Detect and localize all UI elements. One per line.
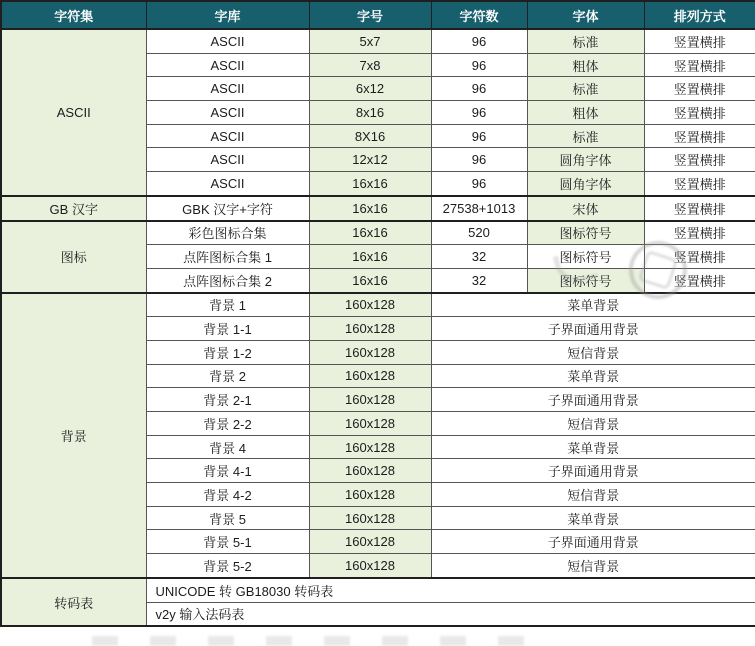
table-cell: 子界面通用背景	[431, 530, 755, 554]
column-header: 字符数	[431, 1, 527, 29]
table-cell: 160x128	[309, 554, 431, 578]
table-cell: 96	[431, 29, 527, 53]
table-cell: 背景 4-2	[146, 483, 309, 507]
table-cell: UNICODE 转 GB18030 转码表	[146, 578, 755, 602]
column-header: 字符集	[1, 1, 146, 29]
table-cell: 菜单背景	[431, 435, 755, 459]
table-cell: 160x128	[309, 530, 431, 554]
section-label-cell: 背景	[1, 293, 146, 578]
table-cell: 彩色图标合集	[146, 221, 309, 245]
table-row	[1, 221, 755, 245]
table-cell: 32	[431, 268, 527, 292]
table-cell: 点阵图标合集 2	[146, 268, 309, 292]
column-header: 字库	[146, 1, 309, 29]
table-cell: 96	[431, 148, 527, 172]
table-cell: GBK 汉字+字符	[146, 196, 309, 221]
table-cell: 160x128	[309, 340, 431, 364]
table-cell: 竖置横排	[644, 196, 755, 221]
table-row	[1, 293, 755, 317]
table-cell: 96	[431, 124, 527, 148]
table-row	[1, 29, 755, 53]
table-cell: ASCII	[146, 77, 309, 101]
column-header: 字体	[527, 1, 644, 29]
table-cell: 竖置横排	[644, 77, 755, 101]
table-cell: 圆角字体	[527, 148, 644, 172]
table-cell: 背景 2	[146, 364, 309, 388]
table-cell: 竖置横排	[644, 53, 755, 77]
table-cell: 6x12	[309, 77, 431, 101]
table-cell: ASCII	[146, 101, 309, 125]
table-cell: 点阵图标合集 1	[146, 245, 309, 269]
table-cell: 图标符号	[527, 245, 644, 269]
table-cell: ASCII	[146, 148, 309, 172]
table-cell: 160x128	[309, 506, 431, 530]
table-cell: 520	[431, 221, 527, 245]
table-cell: 宋体	[527, 196, 644, 221]
table-cell: v2y 输入法码表	[146, 602, 755, 626]
table-cell: 背景 4-1	[146, 459, 309, 483]
table-cell: ASCII	[146, 53, 309, 77]
table-cell: 160x128	[309, 459, 431, 483]
table-cell: 16x16	[309, 196, 431, 221]
table-cell: 竖置横排	[644, 124, 755, 148]
table-cell: 标准	[527, 77, 644, 101]
table-cell: 图标符号	[527, 221, 644, 245]
table-cell: 背景 1-2	[146, 340, 309, 364]
table-cell: 160x128	[309, 483, 431, 507]
table-cell: 竖置横排	[644, 29, 755, 53]
table-cell: 160x128	[309, 412, 431, 436]
table-cell: 粗体	[527, 101, 644, 125]
table-cell: 12x12	[309, 148, 431, 172]
table-row	[1, 196, 755, 221]
table-cell: 96	[431, 101, 527, 125]
table-cell: 子界面通用背景	[431, 459, 755, 483]
table-cell: ASCII	[146, 29, 309, 53]
table-cell: 160x128	[309, 364, 431, 388]
table-body	[1, 29, 755, 626]
table-cell: 96	[431, 77, 527, 101]
table-cell: 图标符号	[527, 268, 644, 292]
table-cell: 菜单背景	[431, 506, 755, 530]
header-row	[1, 1, 755, 29]
table-cell: 96	[431, 53, 527, 77]
table-cell: 竖置横排	[644, 268, 755, 292]
table-cell: 背景 4	[146, 435, 309, 459]
table-cell: 子界面通用背景	[431, 388, 755, 412]
table-row	[1, 578, 755, 602]
table-cell: 短信背景	[431, 412, 755, 436]
table-cell: 16x16	[309, 245, 431, 269]
table-cell: 背景 5	[146, 506, 309, 530]
table-cell: 标准	[527, 29, 644, 53]
table-cell: 96	[431, 172, 527, 196]
table-cell: 160x128	[309, 435, 431, 459]
table-cell: 背景 2-2	[146, 412, 309, 436]
table-cell: 160x128	[309, 293, 431, 317]
table-cell: 竖置横排	[644, 172, 755, 196]
table-cell: 竖置横排	[644, 221, 755, 245]
table-cell: 7x8	[309, 53, 431, 77]
table-cell: 圆角字体	[527, 172, 644, 196]
table-cell: 27538+1013	[431, 196, 527, 221]
table-cell: 竖置横排	[644, 148, 755, 172]
table-cell: 粗体	[527, 53, 644, 77]
table-cell: 8X16	[309, 124, 431, 148]
table-cell: 子界面通用背景	[431, 317, 755, 341]
table-cell: 16x16	[309, 221, 431, 245]
table-cell: GB 汉字	[1, 196, 146, 221]
table-cell: 标准	[527, 124, 644, 148]
table-cell: 背景 1-1	[146, 317, 309, 341]
watermark-strip	[92, 636, 532, 646]
table-cell: 短信背景	[431, 483, 755, 507]
table-cell: 8x16	[309, 101, 431, 125]
table-cell: 背景 5-1	[146, 530, 309, 554]
table-cell: 160x128	[309, 317, 431, 341]
table-cell: 16x16	[309, 268, 431, 292]
table-cell: ASCII	[146, 172, 309, 196]
table-cell: 短信背景	[431, 340, 755, 364]
table-cell: 竖置横排	[644, 101, 755, 125]
table-cell: 32	[431, 245, 527, 269]
column-header: 字号	[309, 1, 431, 29]
table-cell: 160x128	[309, 388, 431, 412]
column-header: 排列方式	[644, 1, 755, 29]
section-label-cell: 转码表	[1, 578, 146, 626]
section-label-cell: ASCII	[1, 29, 146, 196]
table-cell: 竖置横排	[644, 245, 755, 269]
table-cell: 背景 1	[146, 293, 309, 317]
table-cell: 背景 5-2	[146, 554, 309, 578]
table-cell: 菜单背景	[431, 293, 755, 317]
section-label-cell: 图标	[1, 221, 146, 293]
table-cell: 菜单背景	[431, 364, 755, 388]
table-cell: ASCII	[146, 124, 309, 148]
table-cell: 短信背景	[431, 554, 755, 578]
table-cell: 背景 2-1	[146, 388, 309, 412]
table-cell: 16x16	[309, 172, 431, 196]
table-cell: 5x7	[309, 29, 431, 53]
